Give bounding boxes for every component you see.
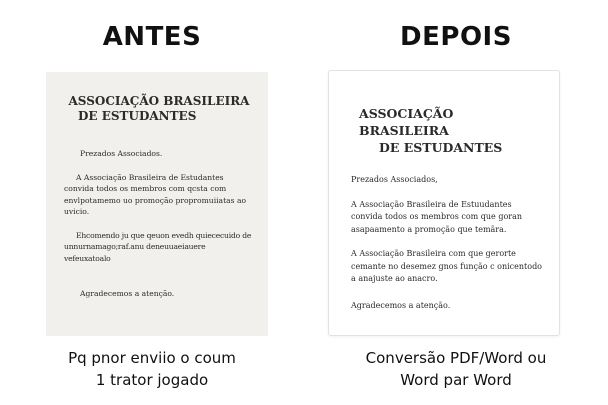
before-caption-line2: 1 trator jogado [95,371,209,389]
before-title-line2: DE ESTUDANTES [78,109,197,123]
after-paragraph-1: A Associação Brasileira de Estuudantes convida todos os membros com que goran asapaamento a promoção que temãra. [351,199,523,234]
after-paragraph-2: A Associação Brasileira com que gerorte cemante no desemez gnos função c onicentodo a anajuste ao anacro. [351,249,542,283]
before-paragraph-2-text: Ehcomendo ju que qeuon evedh quiececuido de unnurnamago;raf.anu deneuuaeiauere vefeuxatoalo [64,230,252,263]
after-column [304,0,608,405]
after-title-line2: DE ESTUDANTES [379,140,503,155]
before-heading: ANTES [102,22,202,52]
after-document [328,70,560,336]
before-paragraph-2 [64,230,254,265]
before-caption-line1: Pq pnor enviio o coum [68,349,236,367]
before-document-title [64,94,254,124]
before-document [46,72,268,336]
before-title-line1: ASSOCIAÇÃO BRASILEIRA [68,94,250,108]
after-caption-line1: Conversão PDF/Word ou [365,349,547,367]
before-caption [0,347,304,391]
after-heading: DEPOIS [400,22,512,52]
after-greeting: Prezados Associados, [351,175,438,184]
before-greeting: Prezados Associados. [80,149,163,158]
after-caption [304,347,608,391]
after-title-line1: ASSOCIAÇÃO BRASILEIRA [359,106,454,138]
after-document-title [351,105,545,156]
after-closing: Agradecemos a atenção. [351,300,451,310]
before-paragraph-1: A Associação Brasileira de Estudantes convida todos os membros com qcsta com envlpotamemo uo promoção propromuiiatas ao uvicio. [64,172,247,216]
after-caption-line2: Word par Word [400,371,512,389]
before-closing: Agradecemos a atenção. [80,289,175,298]
